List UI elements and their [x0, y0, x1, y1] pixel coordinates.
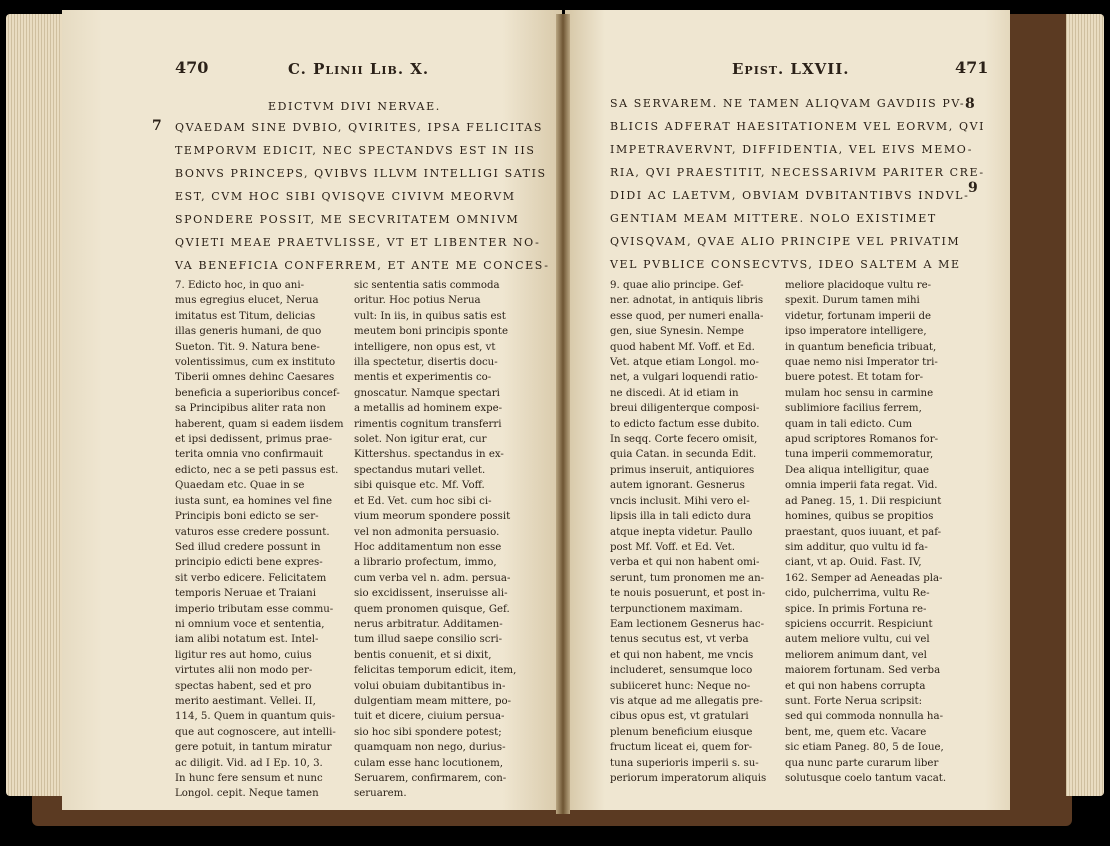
- commentary-line: cibus opus est, vt gratulari: [610, 711, 749, 723]
- commentary-line: meliorem animum dant, vel: [785, 649, 927, 661]
- edict-line: QVIETI MEAE PRAETVLISSE, VT ET LIBENTER NO-: [175, 236, 541, 249]
- commentary-line: gnoscatur. Namque spectari: [354, 387, 500, 399]
- commentary-line: te nouis posuerunt, et post in-: [610, 588, 766, 600]
- commentary-line: nerus arbitratur. Additamen-: [354, 618, 503, 630]
- commentary-line: 114, 5. Quem in quantum quis-: [175, 711, 336, 723]
- commentary-line: et qui non habent, me vncis: [610, 649, 754, 661]
- commentary-line: cum verba vel n. adm. persua-: [354, 572, 511, 584]
- commentary-line: quia Catan. in secunda Edit.: [610, 449, 757, 461]
- commentary-line: tuna superioris imperii s. su-: [610, 757, 759, 769]
- commentary-line: virtutes alii non modo per-: [175, 665, 313, 677]
- commentary-line: includeret, sensumque loco: [610, 665, 753, 677]
- commentary-line: merito aestimant. Vellei. II,: [175, 695, 316, 707]
- left-commentary-col1: [175, 278, 351, 802]
- commentary-line: solet. Non igitur erat, cur: [354, 434, 487, 446]
- commentary-line: vel non admonita persuasio.: [354, 526, 500, 538]
- edict-line: SA SERVAREM. NE TAMEN ALIQVAM GAVDIIS PV-: [610, 97, 966, 110]
- right-page-edges: [1066, 14, 1104, 796]
- commentary-line: Hoc additamentum non esse: [354, 541, 502, 553]
- commentary-line: sa Principibus aliter rata non: [175, 403, 326, 415]
- commentary-line: imperio tributam esse commu-: [175, 603, 334, 615]
- edict-title: EDICTVM DIVI NERVAE.: [268, 100, 441, 113]
- commentary-line: mentis et experimentis co-: [354, 372, 492, 384]
- right-running-head: Epist. LXVII.: [732, 60, 850, 78]
- commentary-line: verba et qui non habent omi-: [610, 557, 760, 569]
- edict-line: VA BENEFICIA CONFERREM, ET ANTE ME CONCES-: [175, 259, 550, 272]
- commentary-line: iam alibi notatum est. Intel-: [175, 634, 319, 646]
- left-running-head: C. Plinii Lib. X.: [288, 60, 430, 78]
- commentary-line: haberent, quam si eadem iisdem: [175, 418, 344, 430]
- commentary-line: intelligere, non opus est, vt: [354, 341, 496, 353]
- commentary-line: seruarem.: [354, 788, 407, 800]
- commentary-line: vaturos esse credere possunt.: [175, 526, 330, 538]
- commentary-line: et Ed. Vet. cum hoc sibi ci-: [354, 495, 492, 507]
- commentary-line: ner. adnotat, in antiquis libris: [610, 295, 764, 307]
- edict-line: IMPETRAVERVNT, DIFFIDENTIA, VEL EIVS MEMO-: [610, 143, 974, 156]
- commentary-line: spiciens occurrit. Respiciunt: [785, 618, 933, 630]
- commentary-line: oritur. Hoc potius Nerua: [354, 295, 481, 307]
- commentary-line: sio hoc sibi spondere potest;: [354, 726, 502, 738]
- commentary-line: bentis conuenit, et si dixit,: [354, 649, 492, 661]
- commentary-line: culam esse hanc locutionem,: [354, 757, 504, 769]
- commentary-line: post Mf. Voff. et Ed. Vet.: [610, 541, 736, 553]
- commentary-line: et qui non habens corrupta: [785, 680, 926, 692]
- commentary-line: sit verbo edicere. Felicitatem: [175, 572, 327, 584]
- commentary-line: spectandus mutari vellet.: [354, 464, 486, 476]
- edict-line: QVAEDAM SINE DVBIO, QVIRITES, IPSA FELICITAS: [175, 121, 543, 134]
- commentary-line: vult: In iis, in quibus satis est: [354, 310, 506, 322]
- commentary-line: videtur, fortunam imperii de: [785, 310, 932, 322]
- commentary-line: Eam lectionem Gesnerus hac-: [610, 618, 765, 630]
- commentary-line: 9. quae alio principe. Gef-: [610, 280, 744, 291]
- right-edict-text: [610, 92, 986, 276]
- commentary-line: sic etiam Paneg. 80, 5 de Ioue,: [785, 742, 944, 754]
- commentary-line: gen, siue Synesin. Nempe: [610, 326, 744, 338]
- commentary-line: sublimiore facilius ferrem,: [785, 403, 922, 415]
- commentary-line: periorum imperatorum aliquis: [610, 773, 767, 784]
- commentary-line: homines, quibus se propitios: [785, 511, 934, 523]
- commentary-line: quem pronomen quisque, Gef.: [354, 603, 510, 615]
- commentary-line: omnia imperii fata regat. Vid.: [785, 480, 938, 492]
- commentary-line: illas generis humani, de quo: [175, 326, 322, 338]
- commentary-line: et ipsi dedissent, primus prae-: [175, 434, 333, 446]
- commentary-line: a metallis ad hominem expe-: [354, 403, 503, 415]
- commentary-line: ligitur res aut homo, cuius: [175, 649, 312, 661]
- commentary-line: terita omnia vno confirmauit: [175, 449, 323, 461]
- edict-line: RIA, QVI PRAESTITIT, NECESSARIVM PARITER CRE-: [610, 166, 985, 179]
- commentary-line: dulgentiam meam mittere, po-: [354, 695, 512, 707]
- commentary-line: serunt, tum pronomen me an-: [610, 572, 765, 584]
- commentary-line: cido, pulcherrima, vultu Re-: [785, 588, 930, 600]
- commentary-line: maiorem fortunam. Sed verba: [785, 665, 941, 677]
- edict-line: SPONDERE POSSIT, ME SECVRITATEM OMNIVM: [175, 213, 520, 226]
- commentary-line: Quaedam etc. Quae in se: [175, 480, 305, 492]
- commentary-line: fructum liceat ei, quem for-: [610, 742, 753, 754]
- commentary-line: Tiberii omnes dehinc Caesares: [175, 372, 335, 384]
- commentary-line: tuna imperii commemoratur,: [785, 449, 934, 461]
- commentary-line: spexit. Durum tamen mihi: [785, 295, 920, 307]
- commentary-line: tuit et dicere, ciuium persua-: [354, 711, 505, 723]
- commentary-line: imitatus est Titum, delicias: [175, 310, 316, 322]
- commentary-line: esse quod, per numeri enalla-: [610, 310, 764, 322]
- commentary-line: tum illud saepe consilio scri-: [354, 634, 503, 646]
- commentary-line: ac diligit. Vid. ad I Ep. 10, 3.: [175, 757, 323, 769]
- commentary-line: sibi quisque etc. Mf. Voff.: [354, 480, 485, 492]
- commentary-line: gere potuit, in tantum miratur: [175, 742, 332, 754]
- left-commentary-col2: [354, 278, 532, 802]
- commentary-line: solutusque coelo tantum vacat.: [785, 773, 947, 784]
- commentary-line: principio edicti bene expres-: [175, 557, 323, 569]
- commentary-line: ad Paneg. 15, 1. Dii respiciunt: [785, 495, 942, 507]
- commentary-line: buere potest. Et totam for-: [785, 372, 924, 384]
- commentary-line: felicitas temporum edicit, item,: [354, 665, 517, 677]
- commentary-line: sed qui commoda nonnulla ha-: [785, 711, 944, 723]
- commentary-line: net, a vulgari loquendi ratio-: [610, 372, 758, 384]
- commentary-line: subiiceret hunc: Neque no-: [610, 680, 751, 692]
- commentary-line: spectas habent, sed et pro: [175, 680, 312, 692]
- commentary-line: illa spectetur, disertis docu-: [354, 357, 498, 369]
- commentary-line: In hunc fere sensum et nunc: [175, 773, 323, 784]
- commentary-line: 7. Edicto hoc, in quo ani-: [175, 280, 305, 291]
- commentary-line: mulam hoc sensu in carmine: [785, 387, 934, 399]
- commentary-line: to edicto factum esse dubito.: [610, 418, 760, 430]
- commentary-line: terpunctionem maximam.: [610, 603, 743, 615]
- commentary-line: Sueton. Tit. 9. Natura bene-: [175, 341, 320, 353]
- right-commentary-col1: [610, 278, 782, 786]
- edict-line: QVISQVAM, QVAE ALIO PRINCIPE VEL PRIVATIM: [610, 235, 961, 248]
- commentary-line: meutem boni principis sponte: [354, 326, 508, 338]
- commentary-line: ni omnium voce et sententia,: [175, 618, 325, 630]
- commentary-line: Sed illud credere possunt in: [175, 541, 321, 553]
- edict-line: VEL PVBLICE CONSECVTVS, IDEO SALTEM A ME: [610, 258, 961, 271]
- commentary-line: autem meliore vultu, cui vel: [785, 634, 930, 646]
- commentary-line: lipsis illa in tali edicto dura: [610, 511, 752, 523]
- commentary-line: plenum beneficium eiusque: [610, 726, 753, 738]
- right-margin-number-8: 8: [965, 96, 975, 112]
- commentary-line: ne discedi. At id etiam in: [610, 387, 739, 399]
- commentary-line: temporis Neruae et Traiani: [175, 588, 316, 600]
- commentary-line: meliore placidoque vultu re-: [785, 280, 932, 291]
- commentary-line: volui obuiam dubitantibus in-: [354, 680, 506, 692]
- edict-line: BONVS PRINCEPS, QVIBVS ILLVM INTELLIGI SATIS: [175, 167, 547, 180]
- commentary-line: volentissimus, cum ex instituto: [175, 357, 336, 369]
- commentary-line: breui diligenterque composi-: [610, 403, 760, 415]
- commentary-line: ipso imperatore intelligere,: [785, 326, 927, 338]
- edict-line: GENTIAM MEAM MITTERE. NOLO EXISTIMET: [610, 212, 937, 225]
- commentary-line: Vet. atque etiam Longol. mo-: [610, 357, 759, 369]
- commentary-line: atque inepta videtur. Paullo: [610, 526, 753, 538]
- right-page-number: 471: [955, 58, 989, 77]
- commentary-line: tenus secutus est, vt verba: [610, 634, 749, 646]
- edict-line: BLICIS ADFERAT HAESITATIONEM VEL EORVM, QVI: [610, 120, 986, 133]
- commentary-line: rimentis cognitum transferri: [354, 418, 502, 430]
- commentary-line: que aut cognoscere, aut intelli-: [175, 726, 336, 738]
- commentary-line: Principis boni edicto se ser-: [175, 511, 319, 523]
- commentary-line: autem ignorant. Gesnerus: [610, 480, 745, 492]
- commentary-line: iusta sunt, ea homines vel fine: [175, 495, 333, 507]
- commentary-line: ciant, vt ap. Ouid. Fast. IV,: [785, 557, 922, 569]
- commentary-line: in quantum beneficia tribuat,: [785, 341, 937, 353]
- commentary-line: primus inseruit, antiquiores: [610, 464, 755, 476]
- left-page-number: 470: [175, 58, 209, 77]
- left-page-edges: [6, 14, 68, 796]
- commentary-line: qua nunc parte curarum liber: [785, 757, 939, 769]
- commentary-line: Longol. cepit. Neque tamen: [175, 788, 319, 800]
- book-gutter: [556, 14, 570, 814]
- right-margin-number-9: 9: [968, 180, 978, 196]
- commentary-line: vncis inclusit. Mihi vero el-: [610, 495, 750, 507]
- edict-line: EST, CVM HOC SIBI QVISQVE CIVIVM MEORVM: [175, 190, 516, 203]
- commentary-line: sim additur, quo vultu id fa-: [785, 541, 928, 553]
- commentary-line: Seruarem, confirmarem, con-: [354, 773, 507, 784]
- commentary-line: beneficia a superioribus concef-: [175, 387, 340, 399]
- commentary-line: praestant, quos iuuant, et paf-: [785, 526, 942, 538]
- commentary-line: 162. Semper ad Aeneadas pla-: [785, 572, 943, 584]
- commentary-line: bent, me, quem etc. Vacare: [785, 726, 927, 738]
- commentary-line: quod habent Mf. Voff. et Ed.: [610, 341, 755, 353]
- commentary-line: quam in tali edicto. Cum: [785, 418, 913, 430]
- commentary-line: quamquam non nego, durius-: [354, 742, 506, 754]
- left-margin-number: 7: [152, 118, 162, 134]
- commentary-line: Kittershus. spectandus in ex-: [354, 449, 504, 461]
- commentary-line: vis atque ad me allegatis pre-: [610, 695, 763, 707]
- commentary-line: spice. In primis Fortuna re-: [785, 603, 927, 615]
- commentary-line: a librario profectum, immo,: [354, 557, 497, 569]
- commentary-line: edicto, nec a se peti passus est.: [175, 464, 339, 476]
- commentary-line: sio excidissent, inseruisse ali-: [354, 588, 508, 600]
- commentary-line: In seqq. Corte fecero omisit,: [610, 434, 758, 446]
- commentary-line: apud scriptores Romanos for-: [785, 434, 939, 446]
- commentary-line: quae nemo nisi Imperator tri-: [785, 357, 938, 369]
- commentary-line: Dea aliqua intelligitur, quae: [785, 464, 930, 476]
- commentary-line: sic sententia satis commoda: [354, 280, 500, 291]
- commentary-line: mus egregius elucet, Nerua: [175, 295, 319, 307]
- edict-line: TEMPORVM EDICIT, NEC SPECTANDVS EST IN IIS: [175, 144, 536, 157]
- commentary-line: vium meorum spondere possit: [354, 511, 511, 523]
- edict-line: DIDI AC LAETVM, OBVIAM DVBITANTIBVS INDVL-: [610, 189, 970, 202]
- right-commentary-col2: [785, 278, 967, 786]
- left-edict-text: [175, 116, 550, 277]
- commentary-line: sunt. Forte Nerua scripsit:: [785, 695, 923, 707]
